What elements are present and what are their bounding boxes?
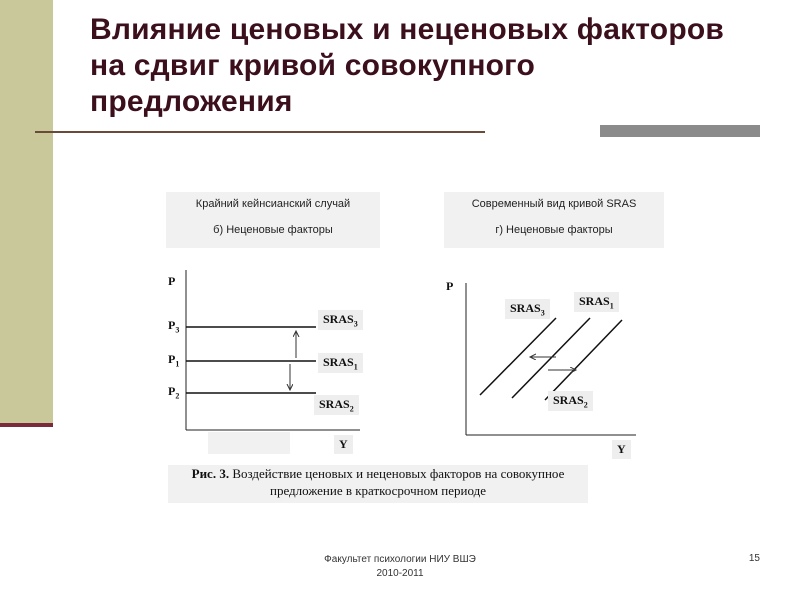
left-axis-y-label: Y: [334, 435, 353, 454]
title-line-3: предложения: [90, 85, 293, 118]
page-number: 15: [748, 553, 760, 564]
left-p2-label: $P_2$: [168, 384, 180, 401]
right-sras1-line: [512, 318, 590, 398]
left-header-line-1: Крайний кейнсианский случай: [195, 198, 351, 210]
caption-text: Воздействие ценовых и неценовых факторов на совокупное предложение в краткосрочном периоде: [229, 466, 565, 498]
left-p3-label: $P_3$: [168, 318, 180, 335]
right-header-line-1: Современный вид кривой SRAS: [471, 198, 637, 210]
footer-line-2: 2010-2011: [376, 568, 424, 579]
left-x-label-box: [208, 432, 290, 454]
title-line-1: Влияние ценовых и неценовых факторов: [90, 13, 725, 46]
footer-line-1: Факультет психологии НИУ ВШЭ: [324, 554, 476, 565]
footer: [300, 553, 500, 581]
left-sras1-label: $SRAS_1$: [318, 353, 363, 373]
right-sras2-label: $SRAS_2$: [548, 391, 593, 411]
left-sras2-label: $SRAS_2$: [314, 395, 359, 415]
figure-caption: [168, 465, 588, 503]
right-sras1-label: $SRAS_1$: [574, 292, 619, 312]
right-sras2-line: [545, 320, 622, 400]
left-header-line-2: б) Неценовые факторы: [213, 224, 333, 236]
right-sras3-label: $SRAS_3$: [505, 299, 550, 319]
title-line-2: на сдвиг кривой совокупного: [90, 49, 535, 82]
right-header-line-2: г) Неценовые факторы: [495, 224, 613, 236]
left-axis-p-label: P: [168, 274, 176, 288]
right-axis-p-label: P: [446, 279, 454, 293]
caption-prefix: Рис. 3.: [191, 466, 230, 481]
left-p1-label: $P_1$: [168, 352, 180, 369]
right-axis-y-label: Y: [612, 440, 631, 459]
left-sras3-label: $SRAS_3$: [318, 310, 363, 330]
